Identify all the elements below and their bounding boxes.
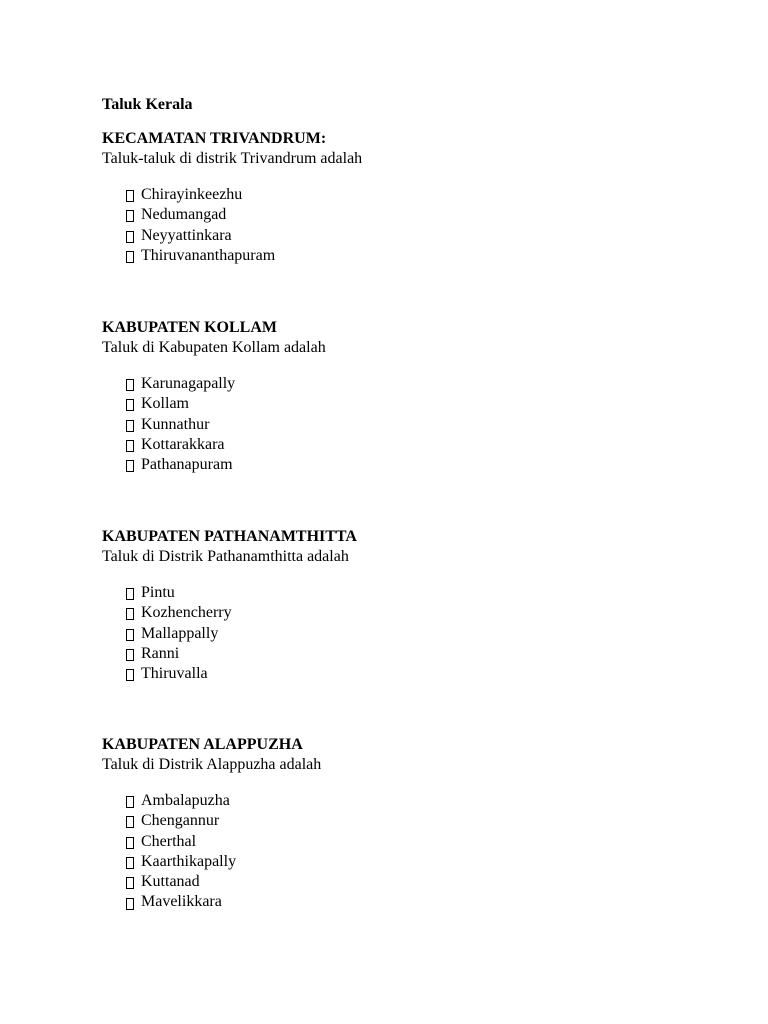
section-alappuzha	[102, 735, 722, 913]
box-bullet-icon	[126, 898, 134, 910]
box-bullet-icon	[126, 608, 134, 620]
taluk-item	[126, 892, 722, 912]
taluk-name: Pathanapuram	[141, 456, 233, 474]
taluk-item	[126, 394, 722, 414]
taluk-name: Karunagapally	[141, 375, 236, 392]
taluk-name: Kuttanad	[141, 873, 200, 891]
box-bullet-icon	[126, 210, 134, 222]
box-bullet-icon	[126, 669, 134, 681]
box-bullet-icon	[126, 588, 134, 600]
taluk-item	[126, 185, 722, 205]
box-bullet-icon	[126, 251, 134, 263]
taluk-name: Kunnathur	[141, 415, 210, 433]
taluk-name: Neyyattinkara	[141, 226, 232, 244]
box-bullet-icon	[126, 857, 134, 869]
taluk-item	[126, 791, 722, 811]
box-bullet-icon	[126, 231, 134, 243]
section-intro: Taluk di Kabupaten Kollam adalah	[102, 339, 326, 356]
box-bullet-icon	[126, 837, 134, 849]
box-bullet-icon	[126, 877, 134, 889]
box-bullet-icon	[126, 649, 134, 661]
taluk-name: Thiruvalla	[141, 665, 208, 683]
section-heading: KABUPATEN KOLLAM	[102, 319, 277, 336]
taluk-list	[102, 791, 722, 913]
taluk-item	[126, 455, 722, 475]
taluk-list	[102, 583, 722, 684]
taluk-name: Chirayinkeezhu	[141, 186, 243, 203]
box-bullet-icon	[126, 796, 134, 808]
box-bullet-icon	[126, 399, 134, 411]
taluk-name: Ambalapuzha	[141, 792, 230, 809]
taluk-item	[126, 205, 722, 225]
document-title: Taluk Kerala	[102, 96, 193, 113]
section-intro: Taluk di Distrik Pathanamthitta adalah	[102, 548, 349, 565]
taluk-name: Pintu	[141, 584, 175, 601]
box-bullet-icon	[126, 440, 134, 452]
taluk-name: Kollam	[141, 395, 189, 413]
taluk-item	[126, 374, 722, 394]
taluk-name: Ranni	[141, 644, 180, 662]
section-kollam	[102, 318, 722, 475]
taluk-item	[126, 435, 722, 455]
taluk-item	[126, 226, 722, 246]
taluk-item	[126, 852, 722, 872]
taluk-name: Thiruvananthapuram	[141, 246, 276, 264]
section-heading: KECAMATAN TRIVANDRUM:	[102, 130, 327, 147]
section-heading: KABUPATEN ALAPPUZHA	[102, 736, 303, 753]
box-bullet-icon	[126, 629, 134, 641]
taluk-item	[126, 415, 722, 435]
section-intro: Taluk-taluk di distrik Trivandrum adalah	[102, 150, 363, 167]
taluk-list	[102, 185, 722, 266]
section-pathanamthitta	[102, 527, 722, 684]
taluk-item	[126, 603, 722, 623]
taluk-name: Mavelikkara	[141, 893, 222, 911]
section-heading: KABUPATEN PATHANAMTHITTA	[102, 528, 357, 545]
taluk-name: Kottarakkara	[141, 435, 225, 453]
taluk-item	[126, 811, 722, 831]
box-bullet-icon	[126, 816, 134, 828]
taluk-item	[126, 664, 722, 684]
taluk-item	[126, 644, 722, 664]
taluk-name: Kaarthikapally	[141, 852, 237, 870]
taluk-item	[126, 832, 722, 852]
box-bullet-icon	[126, 460, 134, 472]
taluk-item	[126, 583, 722, 603]
taluk-name: Nedumangad	[141, 206, 227, 224]
taluk-item	[126, 872, 722, 892]
box-bullet-icon	[126, 420, 134, 432]
taluk-name: Cherthal	[141, 832, 197, 850]
taluk-list	[102, 374, 722, 475]
taluk-item	[126, 246, 722, 266]
taluk-name: Mallappally	[141, 624, 219, 642]
taluk-name: Kozhencherry	[141, 604, 232, 622]
section-trivandrum	[102, 129, 722, 266]
box-bullet-icon	[126, 190, 134, 202]
taluk-name: Chengannur	[141, 812, 220, 830]
section-intro: Taluk di Distrik Alappuzha adalah	[102, 756, 322, 773]
box-bullet-icon	[126, 379, 134, 391]
taluk-item	[126, 624, 722, 644]
